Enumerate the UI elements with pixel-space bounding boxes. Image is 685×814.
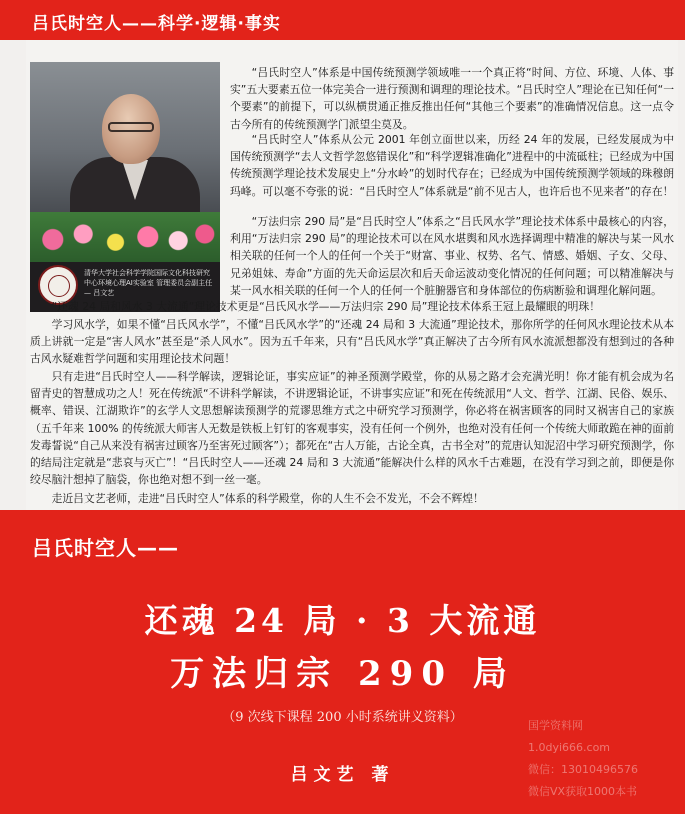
cover-series-title: 吕氏时空人—— — [32, 536, 179, 560]
study-paragraph: 学习风水学，如果不懂“吕氏风水学”，不懂“吕氏风水学”的“还魂 24 局和 3 大流通”理论技术，那你所学的任何风水理论技术从本质上讲就一定是“害人风水”甚至是“杀人风水”。因为五千年来，只有“吕氏风水学”真正解决了古今所有风水流派想都没有想到过的各种古风水疑难哲学问题和实用理论技术问题！ — [30, 318, 674, 366]
author-photo — [30, 62, 220, 312]
watermark-line: 微信VX获取1000本书 — [528, 785, 638, 798]
glasses-icon — [108, 122, 154, 132]
photo-caption: 清华大学社会科学学院国际文化科技研究中心环境心理AI实验室 管理委员会副主任 — 吕文艺 — [84, 269, 213, 297]
history-paragraph: “吕氏时空人”体系从公元 2001 年创立面世以来，历经 24 年的发展，已经发展成为中国传统预测学“去人文哲学忽悠错误化”和“科学逻辑准确化”进程中的中流砥柱；已经成为中国传统预测学理论技术发展史上“分水岭”的划时代存在；已经成为中国传统预测学领域的珠穆朗玛峰。可以毫不夸张的说：“吕氏时空人”体系就是“前不见古人，也许后也不见来者”的存在！ — [230, 133, 674, 198]
header-band — [0, 0, 685, 40]
warning-paragraph: 只有走进“吕氏时空人——科学解读，逻辑论证，事实应证”的神圣预测学殿堂，你的从易之路才会充满光明！你才能有机会成为名留青史的智慧成功之人！死在传统派“不讲科学解读，不讲逻辑论证，不讲事实应证”和死在传统派用“人文、哲学、江湖、民俗、娱乐、概率、错误、江湖欺诈”的玄学人文思想解读预测学的荒谬思维方式之中研究学习预测学，你必将在祸害顾客的同时又祸害自己的家族（五千年来 100% 的传统派大师害人无数是铁板上钉钉的客观事实，没有任何一个例外，也绝对没有任何一个传统大师敢跪在神的面前发毒誓说“自己从来没有祸害过顾客乃至害死过顾客”）；都死在“古人万能，古论全真，古书全对”的荒唐认知泥沼中学习研究预测学，你的结局注定就是“悲哀与灭亡”！“吕氏时空人——还魂 24 局和 3 大流通”能解决什么样的风水千古难题，在没有学习到之前，即便是你绞尽脑汁想掉了脑袋，你也绝对想不到一丝一毫。 — [30, 370, 674, 487]
core-content-paragraph: “万法归宗 290 局”是“吕氏时空人”体系之“吕氏风水学”理论技术体系中最核心的内容，利用“万法归宗 290 局”的理论技术可以在风水堪舆和风水选择调理中精准的解决与某一风水相关联的任何一个人的任何一个关于“财富、事业、权势、名气、情感、婚姻、子女、父母、兄弟姐妹、寿命”方面的先天命运层次和后天命运波动变化情况的任何问题；可以精准解决与某一风水相关联的任何一个人的任何一个脏腑器官和身体部位的伤病断验和调理化解问题。 — [230, 215, 674, 297]
watermark — [528, 715, 678, 803]
book-title-line-2: 万法归宗 290 局 — [170, 654, 515, 694]
watermark-line: 国学资料网 — [528, 719, 583, 732]
watermark-line: 1.0dyi666.com — [528, 741, 611, 754]
watermark-line: 微信：13010496576 — [528, 763, 638, 776]
intro-paragraph: “吕氏时空人”体系是中国传统预测学领域唯一一个真正将“时间、方位、环境、人体、事实”五大要素五位一体完美合一进行预测和调理的理论技术。“吕氏时空人”理论在已知任何“一个要素”的前提下，可以纵横贯通正推反推出任何“其他三个要素”的准确情况信息。这一点令古今所有的传统预测学门派望尘莫及。 — [230, 66, 674, 131]
book-title-line-1: 还魂 24 局 · 3 大流通 — [144, 601, 541, 640]
cover-band — [0, 510, 685, 814]
series-title: 吕氏时空人——科学·逻辑·事实 — [32, 14, 281, 34]
highlight-paragraph: “还魂 24 局和风水 3 大流通”理论技术更是“吕氏风水学——万法归宗 290 局”理论技术体系王冠上最耀眼的明珠！ — [51, 300, 601, 313]
flower-arrangement — [30, 212, 220, 267]
closing-paragraph: 走近吕文艺老师，走进“吕氏时空人”体系的科学殿堂，你的人生不会不发光，不会不辉煌！ — [51, 492, 484, 505]
author-credit: 吕文艺 著 — [290, 765, 395, 785]
book-subtitle: （9 次线下课程 200 小时系统讲义资料） — [222, 710, 463, 725]
intro-content — [26, 40, 678, 510]
